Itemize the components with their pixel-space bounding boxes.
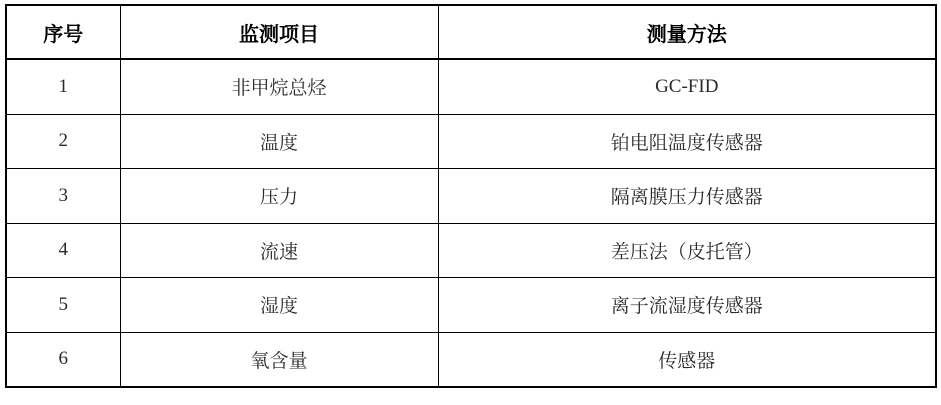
cell-method: 传感器	[438, 332, 936, 387]
cell-item: 流速	[120, 223, 438, 278]
column-header-index: 序号	[6, 5, 120, 59]
cell-index: 5	[6, 278, 120, 333]
cell-index: 1	[6, 59, 120, 114]
cell-item: 湿度	[120, 278, 438, 333]
header-row	[6, 5, 936, 59]
cell-method: 离子流湿度传感器	[438, 278, 936, 333]
cell-item: 非甲烷总烃	[120, 59, 438, 114]
column-header-method: 测量方法	[438, 5, 936, 59]
cell-index: 6	[6, 332, 120, 387]
table-row	[6, 332, 936, 387]
cell-method: 隔离膜压力传感器	[438, 169, 936, 224]
cell-item: 氧含量	[120, 332, 438, 387]
cell-method: 铂电阻温度传感器	[438, 114, 936, 169]
table-row	[6, 114, 936, 169]
cell-index: 4	[6, 223, 120, 278]
table-row	[6, 223, 936, 278]
cell-method: 差压法（皮托管）	[438, 223, 936, 278]
cell-method: GC-FID	[438, 59, 936, 114]
table-row	[6, 59, 936, 114]
cell-index: 3	[6, 169, 120, 224]
table-row	[6, 278, 936, 333]
cell-item: 温度	[120, 114, 438, 169]
column-header-item: 监测项目	[120, 5, 438, 59]
cell-index: 2	[6, 114, 120, 169]
monitoring-methods-table	[5, 4, 937, 388]
cell-item: 压力	[120, 169, 438, 224]
table-row	[6, 169, 936, 224]
